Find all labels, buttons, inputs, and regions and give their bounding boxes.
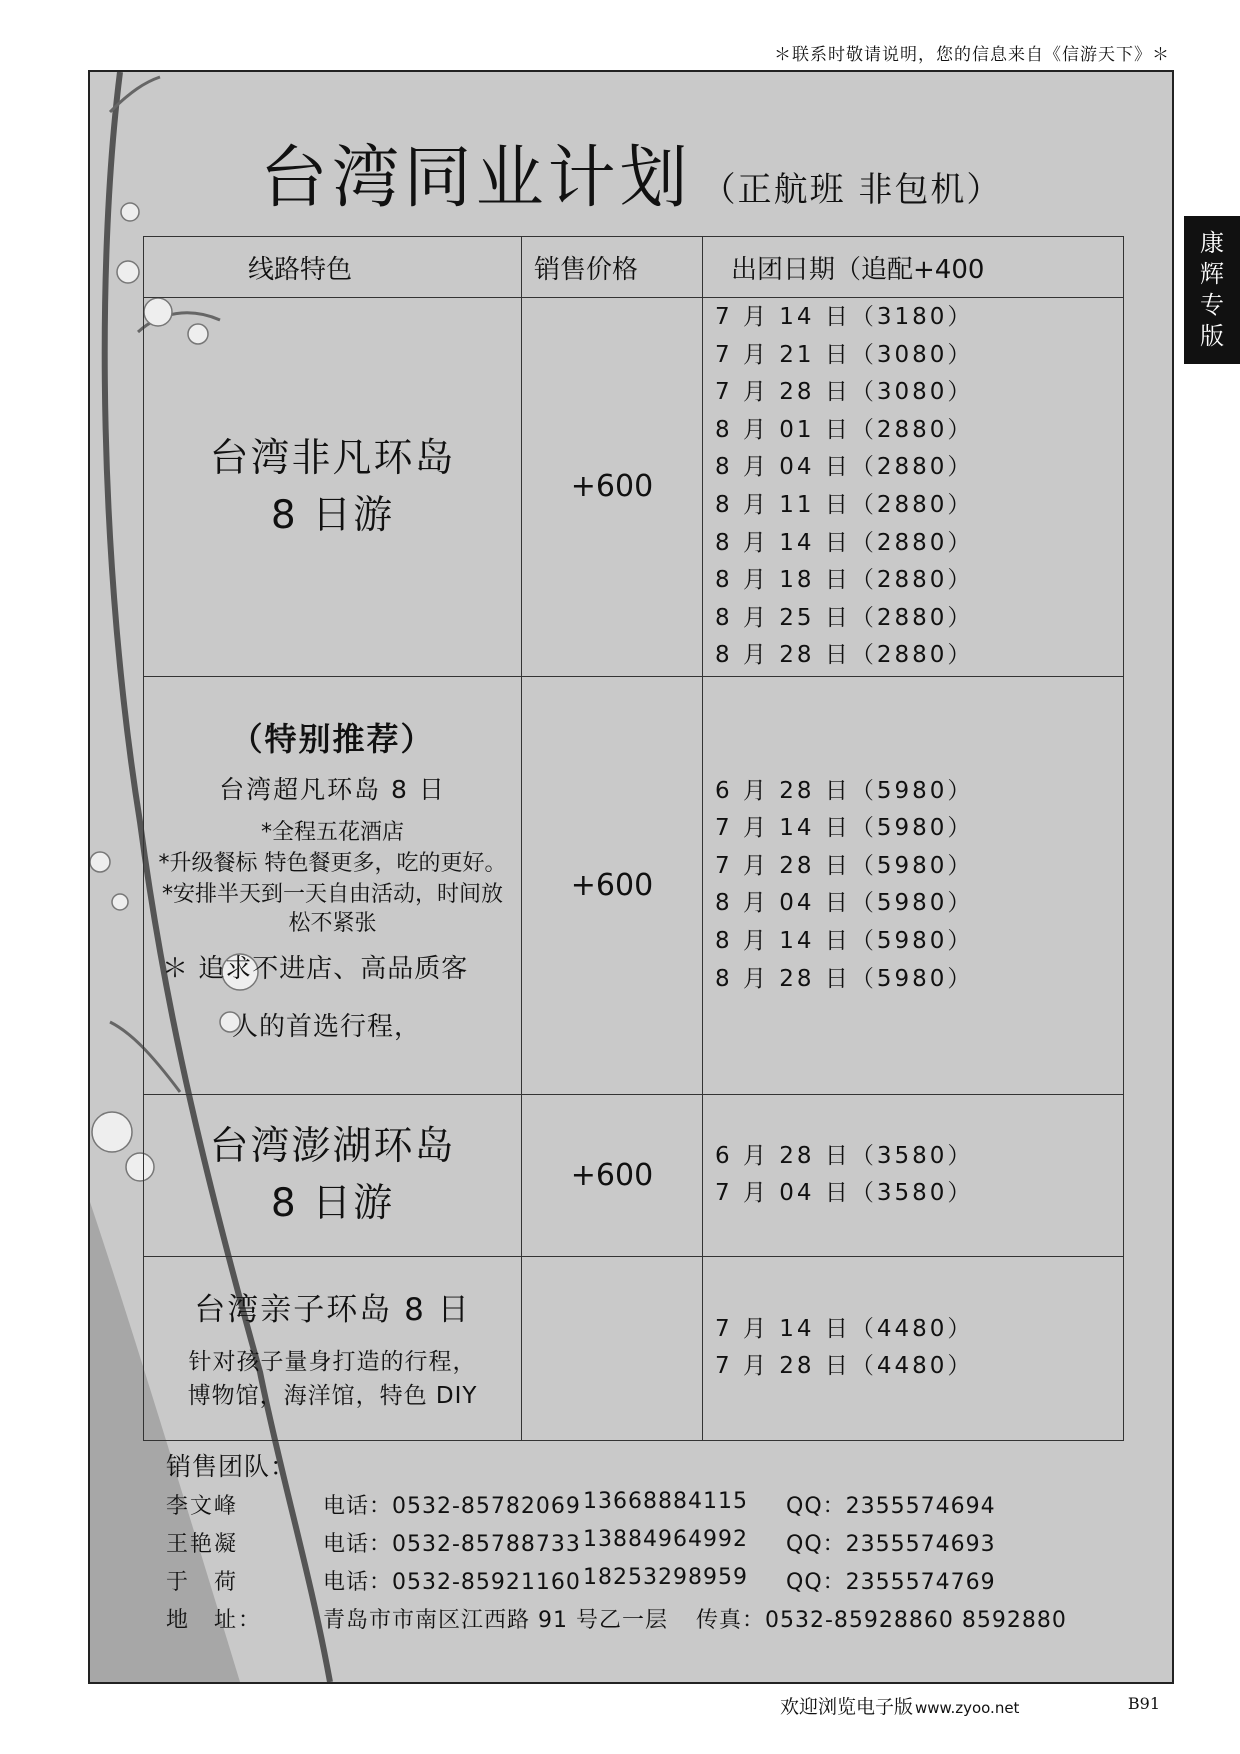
route-desc: 博物馆，海洋馆，特色 DIY [187,1382,478,1409]
member-qq: QQ：2355574694 [786,1494,996,1519]
dates-cell [703,1256,1124,1440]
header-route: 线路特色 [144,237,522,298]
route-feature: *安排半天到一天自由活动，时间放松不紧张 [161,882,503,937]
footer-text: 欢迎浏览电子版 [780,1696,914,1718]
member-name: 李文峰 [166,1494,239,1519]
date-item: 7 月 14 日（4480） [715,1315,974,1342]
table-header-row [144,237,1124,298]
route-days: 8 日游 [270,492,395,538]
date-item: 8 月 14 日（5980） [715,928,974,955]
route-name: 台湾澎湖环岛 [209,1124,456,1170]
main-panel [88,70,1174,1684]
route-name: 台湾超凡环岛 8 日 [219,775,446,805]
route-cell [144,1256,522,1440]
route-feature: ＊ 追求不进店、高品质客 [162,954,469,985]
side-tab-char: 辉 [1200,260,1224,288]
date-item: 8 月 11 日（2880） [715,491,974,518]
member-mobile: 13668884115 [583,1489,748,1514]
member-name: 于 荷 [166,1570,239,1595]
side-tab [1184,216,1240,364]
route-desc: 针对孩子量身打造的行程， [188,1348,477,1375]
fax: 传真：0532-85928860 8592880 [696,1608,1067,1633]
route-cell [144,298,522,677]
date-item: 8 月 04 日（2880） [715,454,974,481]
route-feature: *升级餐标 特色餐更多，吃的更好。 [158,851,507,877]
team-member-row [166,1489,1146,1527]
date-item: 8 月 28 日（5980） [715,965,974,992]
price-cell: +600 [522,1094,703,1256]
date-item: 8 月 28 日（2880） [715,642,974,669]
date-item: 7 月 28 日（5980） [715,852,974,879]
team-member-row [166,1527,1146,1565]
date-item: 6 月 28 日（3580） [715,1142,974,1169]
date-item: 7 月 04 日（3580） [715,1180,974,1207]
side-tab-char: 版 [1200,322,1224,350]
date-item: 7 月 21 日（3080） [715,341,974,368]
member-mobile: 13884964992 [583,1527,748,1552]
address-row [166,1603,1146,1641]
team-title: 销售团队： [166,1452,297,1481]
date-item: 8 月 04 日（5980） [715,890,974,917]
date-item: 6 月 28 日（5980） [715,777,974,804]
date-item: 7 月 28 日（3080） [715,379,974,406]
price-cell: +600 [522,298,703,677]
member-mobile: 18253298959 [583,1565,748,1590]
member-phone: 电话：0532-85921160 [323,1570,581,1595]
route-days: 8 日游 [270,1181,395,1227]
price-cell [522,1256,703,1440]
recommend-tag: （特别推荐） [230,720,435,759]
date-item: 7 月 14 日（5980） [715,815,974,842]
date-item: 8 月 25 日（2880） [715,604,974,631]
table-row [144,1256,1124,1440]
address-label: 地 址： [166,1608,263,1633]
plan-table [143,236,1124,1441]
member-qq: QQ：2355574693 [786,1532,996,1557]
source-note: ＊联系时敬请说明，您的信息来自《信游天下》＊ [774,45,1170,65]
route-name: 台湾非凡环岛 [209,435,456,481]
member-name: 王艳凝 [166,1532,239,1557]
dates-cell [703,676,1124,1094]
dates-cell [703,1094,1124,1256]
member-phone: 电话：0532-85782069 [323,1494,581,1519]
title-main: 台湾同业计划 [259,139,692,218]
team-member-row [166,1565,1146,1603]
route-name: 台湾亲子环岛 8 日 [194,1291,471,1328]
route-feature: *全程五花酒店 [260,820,404,846]
price-cell: +600 [522,676,703,1094]
title-sub: （正航班 非包机） [701,170,1003,210]
date-item: 7 月 28 日（4480） [715,1353,974,1380]
table-row [144,1094,1124,1256]
date-item: 8 月 18 日（2880） [715,567,974,594]
route-cell [144,1094,522,1256]
member-phone: 电话：0532-85788733 [323,1532,581,1557]
address: 青岛市市南区江西路 91 号乙一层 [323,1608,668,1633]
dates-cell [703,298,1124,677]
date-item: 7 月 14 日（3180） [715,304,974,330]
table-row [144,298,1124,677]
member-qq: QQ：2355574769 [786,1570,996,1595]
page-number: B91 [1127,1694,1160,1713]
table-row [144,676,1124,1094]
page-title [90,124,1172,221]
side-tab-char: 专 [1200,291,1224,319]
route-cell [144,676,522,1094]
sales-team [166,1447,1146,1641]
side-tab-char: 康 [1200,229,1224,257]
header-price: 销售价格 [522,237,703,298]
footer-url[interactable]: www.zyoo.net [915,1699,1020,1717]
footer [780,1692,1019,1719]
date-item: 8 月 01 日（2880） [715,416,974,443]
route-feature: 人的首选行程， [232,1012,422,1043]
header-dates: 出团日期（追配+400 [703,237,1124,298]
date-item: 8 月 14 日（2880） [715,529,974,556]
